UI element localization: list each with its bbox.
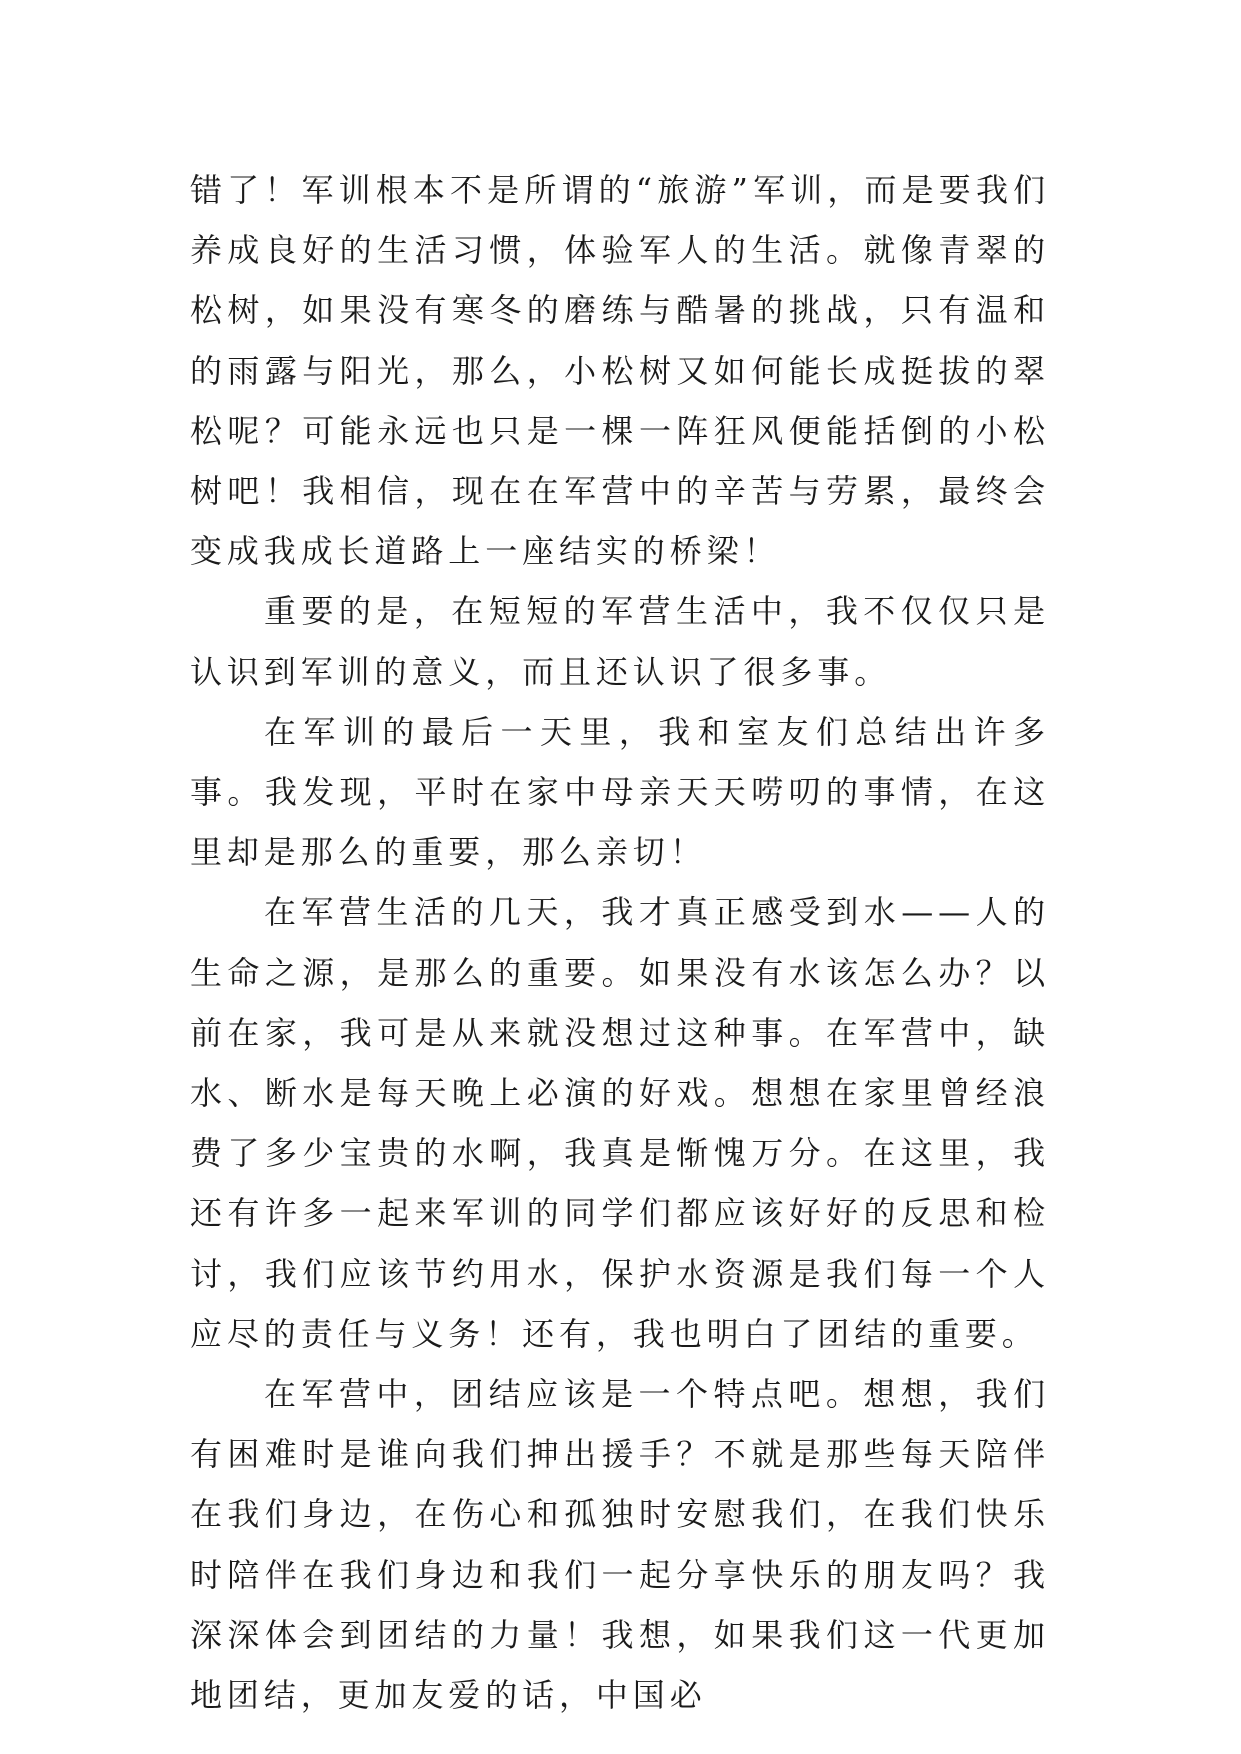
paragraph-1: 错了！军训根本不是所谓的“旅游”军训，而是要我们养成良好的生活习惯，体验军人的生活。就像青翠的松树，如果没有寒冬的磨练与酷暑的挑战，只有温和的雨露与阳光，那么，小松树又如何能长成挺拔的翠松呢？可能永远也只是一棵一阵狂风便能括倒的小松树吧！我相信，现在在军营中的辛苦与劳累，最终会变成我成长道路上一座结实的桥梁！: [190, 171, 1050, 571]
paragraph-2: 重要的是，在短短的军营生活中，我不仅仅只是认识到军训的意义，而且还认识了很多事。: [190, 592, 1050, 691]
document-body: [190, 160, 1050, 1725]
paragraph-4: 在军营生活的几天，我才真正感受到水——人的生命之源，是那么的重要。如果没有水该怎么办？以前在家，我可是从来就没想过这种事。在军营中，缺水、断水是每天晚上必演的好戏。想想在家里曾经浪费了多少宝贵的水啊，我真是惭愧万分。在这里，我还有许多一起来军训的同学们都应该好好的反思和检讨，我们应该节约用水，保护水资源是我们每一个人应尽的责任与义务！还有，我也明白了团结的重要。: [190, 893, 1050, 1353]
paragraph-5: 在军营中，团结应该是一个特点吧。想想，我们有困难时是谁向我们抻出援手？不就是那些每天陪伴在我们身边，在伤心和孤独时安慰我们，在我们快乐时陪伴在我们身边和我们一起分享快乐的朋友吗？我深深体会到团结的力量！我想，如果我们这一代更加地团结，更加友爱的话，中国必: [190, 1375, 1050, 1715]
paragraph-3: 在军训的最后一天里，我和室友们总结出许多事。我发现，平时在家中母亲天天唠叨的事情，在这里却是那么的重要，那么亲切！: [190, 712, 1050, 872]
